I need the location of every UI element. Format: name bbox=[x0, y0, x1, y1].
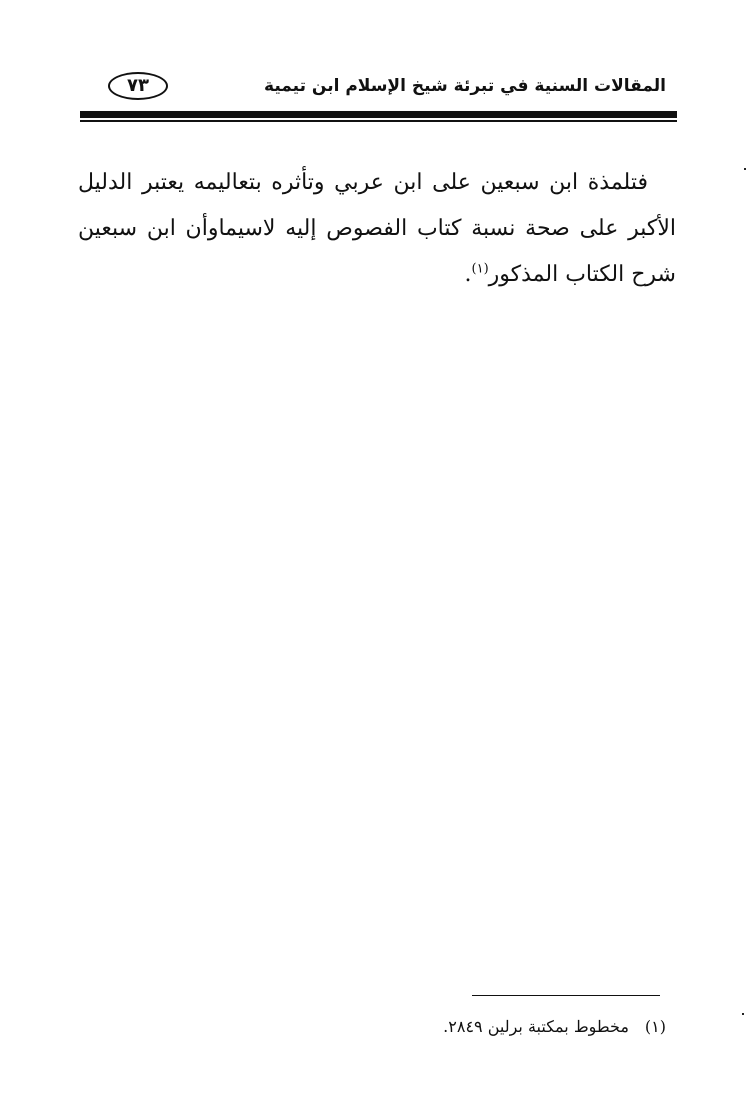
scan-speck bbox=[744, 168, 746, 170]
scan-speck bbox=[742, 1013, 744, 1015]
footnote-text: مخطوط بمكتبة برلين ٢٨٤٩. bbox=[443, 1017, 629, 1036]
footnote-separator bbox=[472, 995, 660, 996]
footnote bbox=[443, 1017, 666, 1036]
header-rule-thin bbox=[80, 120, 677, 122]
footnote-reference: (١) bbox=[471, 261, 489, 277]
page-header bbox=[80, 70, 676, 106]
footnote-number: (١) bbox=[644, 1017, 666, 1036]
header-rule-thick bbox=[80, 111, 677, 118]
running-title: المقالات السنية في تبرئة شيخ الإسلام ابن تيمية bbox=[264, 76, 666, 96]
page-number: ٧٣ bbox=[108, 72, 168, 100]
body-paragraph bbox=[78, 160, 676, 298]
paragraph-end-punctuation: . bbox=[464, 262, 472, 287]
paragraph-text: فتلمذة ابن سبعين على ابن عربي وتأثره بتعاليمه يعتبر الدليل الأكبر على صحة نسبة كتاب الفصوص إليه لاسيماوأن ابن سبعين شرح الكتاب المذكور bbox=[78, 170, 676, 287]
